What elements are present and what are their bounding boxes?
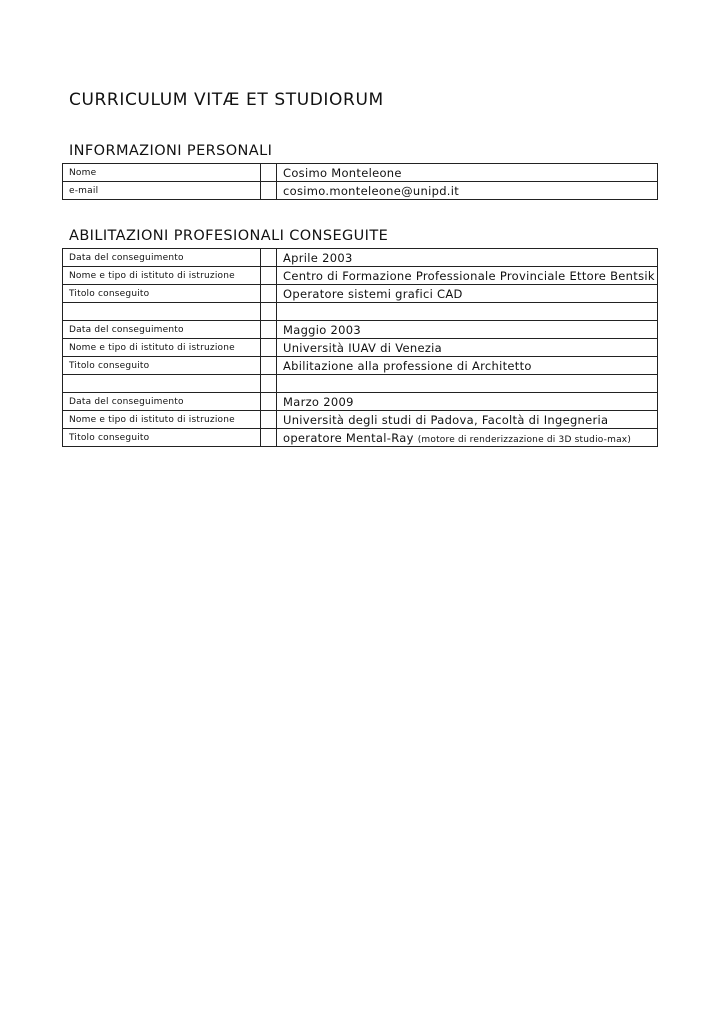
table-row xyxy=(63,321,658,339)
table-row xyxy=(63,267,658,285)
qualification-note: (motore di renderizzazione di 3D studio-max) xyxy=(417,434,632,445)
table-row xyxy=(63,411,658,429)
qualification-value: Operatore sistemi grafici CAD xyxy=(277,285,658,303)
spacer-cell xyxy=(261,375,277,393)
table-row xyxy=(63,285,658,303)
table-row xyxy=(63,164,658,182)
empty-cell xyxy=(63,375,261,393)
spacer-cell xyxy=(261,429,277,447)
institution-label: Nome e tipo di istituto di istruzione xyxy=(63,267,261,285)
date-label: Data del conseguimento xyxy=(63,249,261,267)
spacer-cell xyxy=(261,303,277,321)
empty-cell xyxy=(277,303,658,321)
table-row xyxy=(63,249,658,267)
institution-value: Università degli studi di Padova, Facoltà di Ingegneria xyxy=(277,411,658,429)
qualification-label: Titolo conseguito xyxy=(63,357,261,375)
table-row xyxy=(63,357,658,375)
date-label: Data del conseguimento xyxy=(63,393,261,411)
spacer-cell xyxy=(261,411,277,429)
qualification-label: Titolo conseguito xyxy=(63,285,261,303)
personal-info-heading: INFORMAZIONI PERSONALI xyxy=(69,143,273,159)
blank-row xyxy=(63,375,658,393)
qualifications-table xyxy=(62,248,658,447)
table-row xyxy=(63,339,658,357)
spacer-cell xyxy=(261,285,277,303)
table-row xyxy=(63,429,658,447)
spacer-cell xyxy=(261,182,277,200)
spacer-cell xyxy=(261,357,277,375)
personal-info-table xyxy=(62,163,658,200)
spacer-cell xyxy=(261,267,277,285)
qualifications-heading: ABILITAZIONI PROFESIONALI CONSEGUITE xyxy=(69,228,389,244)
spacer-cell xyxy=(261,393,277,411)
institution-label: Nome e tipo di istituto di istruzione xyxy=(63,411,261,429)
spacer-cell xyxy=(261,249,277,267)
table-row xyxy=(63,393,658,411)
table-row xyxy=(63,182,658,200)
email-value: cosimo.monteleone@unipd.it xyxy=(277,182,658,200)
date-value: Marzo 2009 xyxy=(277,393,658,411)
empty-cell xyxy=(63,303,261,321)
name-value: Cosimo Monteleone xyxy=(277,164,658,182)
date-value: Aprile 2003 xyxy=(277,249,658,267)
institution-value: Centro di Formazione Professionale Provinciale Ettore Bentsik xyxy=(277,267,658,285)
date-value: Maggio 2003 xyxy=(277,321,658,339)
qualification-value: Abilitazione alla professione di Architetto xyxy=(277,357,658,375)
qualification-value: operatore Mental-Ray xyxy=(283,430,414,445)
name-label: Nome xyxy=(63,164,261,182)
institution-value: Università IUAV di Venezia xyxy=(277,339,658,357)
spacer-cell xyxy=(261,339,277,357)
email-label: e-mail xyxy=(63,182,261,200)
blank-row xyxy=(63,303,658,321)
spacer-cell xyxy=(261,164,277,182)
spacer-cell xyxy=(261,321,277,339)
qualification-label: Titolo conseguito xyxy=(63,429,261,447)
empty-cell xyxy=(277,375,658,393)
qualification-value-cell xyxy=(277,429,658,447)
document-title: CURRICULUM VITÆ ET STUDIORUM xyxy=(69,90,384,110)
institution-label: Nome e tipo di istituto di istruzione xyxy=(63,339,261,357)
date-label: Data del conseguimento xyxy=(63,321,261,339)
